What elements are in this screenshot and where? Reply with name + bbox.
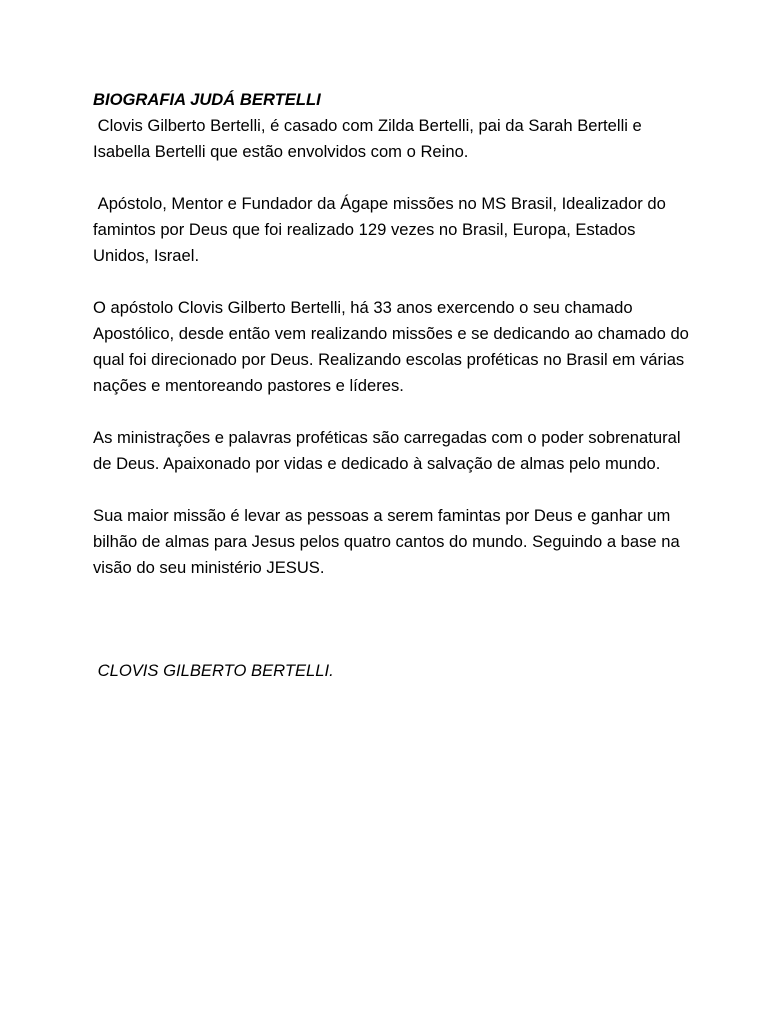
paragraph-family: Clovis Gilberto Bertelli, é casado com Zilda Bertelli, pai da Sarah Bertelli e Isabella Bertelli que estão envolvidos com o Reino. <box>93 116 647 161</box>
document-title: BIOGRAFIA JUDÁ BERTELLI <box>93 90 321 109</box>
paragraph-mission: Sua maior missão é levar as pessoas a serem famintas por Deus e ganhar um bilhão de almas para Jesus pelos quatro cantos do mundo. Seguindo a base na visão do seu ministério JESUS. <box>93 506 685 577</box>
paragraph-calling: O apóstolo Clovis Gilberto Bertelli, há 33 anos exercendo o seu chamado Apostólico, desde então vem realizando missões e se dedicando ao chamado do qual foi direcionado por Deus. Realizando escolas proféticas no Brasil em várias nações e mentoreando pastores e líderes. <box>93 298 694 395</box>
signature-name: CLOVIS GILBERTO BERTELLI. <box>93 661 334 680</box>
paragraph-ministrations: As ministrações e palavras proféticas são carregadas com o poder sobrenatural de Deus. Apaixonado por vidas e dedicado à salvação de almas pelo mundo. <box>93 428 686 473</box>
paragraph-ministry: Apóstolo, Mentor e Fundador da Ágape missões no MS Brasil, Idealizador do famintos por Deus que foi realizado 129 vezes no Brasil, Europa, Estados Unidos, Israel. <box>93 194 671 265</box>
document-page <box>93 87 694 680</box>
